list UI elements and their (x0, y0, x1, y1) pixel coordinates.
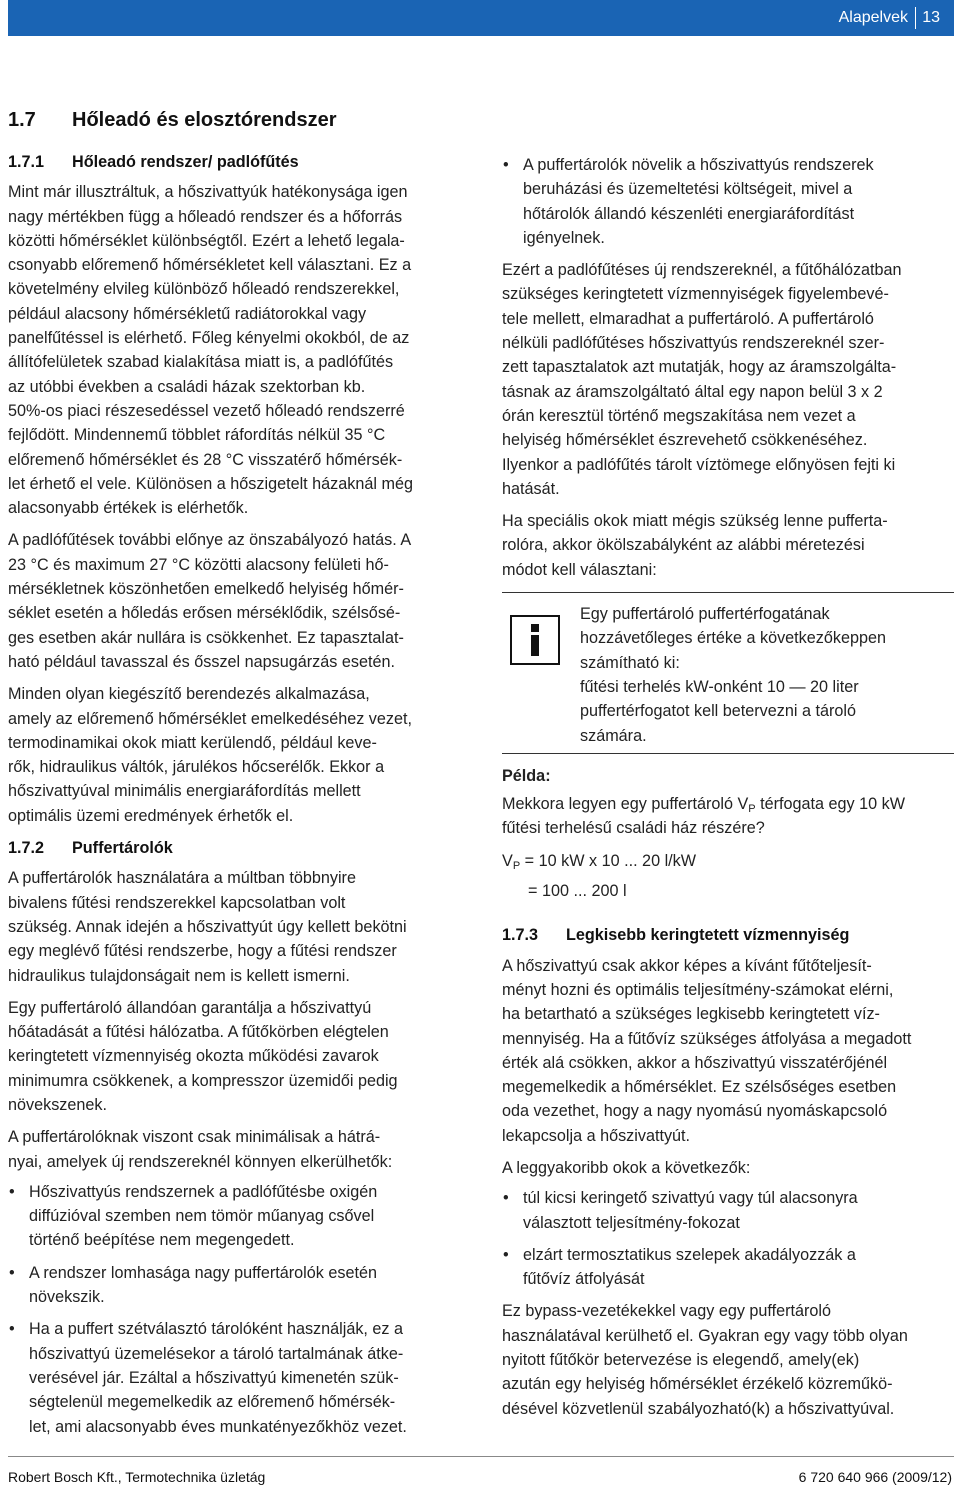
text-line: ható például tavasszal és ősszel napsugárzás esetén. (8, 652, 395, 671)
text-line: számítható ki: (580, 653, 680, 672)
info-icon (510, 615, 560, 665)
text-line: hatását. (502, 479, 560, 498)
list-item (502, 1186, 954, 1235)
text-line: előremenő hőmérséklet és 28 °C visszatérő hőmérsék- (8, 450, 403, 469)
text-line: közötti hőmérséklet különbségtől. Ezért a lehető legala- (8, 231, 405, 250)
text-line: történő beépítése nem megengedett. (29, 1231, 295, 1250)
text-line: nyai, amelyek új rendszereknél könnyen elkerülhetők: (8, 1152, 393, 1171)
text-line: megemelkedik a hőmérséklet. Ez szélsőséges esetben (502, 1078, 897, 1097)
paragraph (502, 1156, 954, 1180)
formula-result: = 100 ... 200 l (528, 882, 627, 901)
text-line: fejlődött. Mindennemű többlet ráfordítás nélkül 35 °C (8, 426, 386, 445)
text-line: szükséges keringtetett vízmennyiségek figyelembevé- (502, 285, 889, 304)
left-column (8, 150, 470, 1447)
list-item (502, 1243, 954, 1292)
text-line: A leggyakoribb okok a következők: (502, 1158, 751, 1177)
chapter-heading (8, 109, 337, 132)
text-line: mérsékletnek köszönhetően emelkedő helyiség hőmér- (8, 580, 404, 599)
text-line: Egy puffertároló puffertérfogatának (580, 605, 830, 624)
text-line: azután egy helyiség hőmérséklet érzékelő közreműkö- (502, 1375, 893, 1394)
paragraph (8, 1125, 470, 1174)
text-line: nyitott fűtőkör betervezése is elegendő, amely(ek) (502, 1351, 860, 1370)
text-line: egy meglévő fűtési rendszerbe, hogy a fűtési rendszer (8, 942, 397, 961)
info-icon-dot (531, 624, 539, 632)
text-line: Ezért a padlófűtéses új rendszereknél, a fűtőhálózatban (502, 261, 902, 280)
text-line: hidraulikus tulajdonságait nem is kellett ismerni. (8, 966, 350, 985)
text-line: mennyiség. Ha a fűtővíz szükséges átfolyása a megadott (502, 1029, 912, 1048)
text-line: let, ami alacsonyabb éves munkatényezőkhöz vezet. (29, 1417, 407, 1436)
text-line: nagy mértékben függ a hőleadó rendszer és a hőforrás (8, 207, 403, 226)
text-line: fűtési terhelés kW-onként 10 — 20 liter (580, 677, 859, 696)
text-line: számára. (580, 726, 647, 745)
text-line: választott teljesítmény-fokozat (523, 1213, 740, 1232)
text-line: oda vezethet, hogy a nagy nyomású nyomáskapcsoló (502, 1102, 888, 1121)
formula-var: V (502, 851, 513, 870)
section-heading-1-7-2 (8, 836, 470, 860)
list-item (8, 1261, 470, 1310)
text-line: rők, hidraulikus váltók, járulékos hőcserélők. Ekkor a (8, 758, 385, 777)
info-icon-bar (531, 635, 539, 656)
text-line: panelfűtéssel is elérhető. Főleg kényelmi okokból, de az (8, 329, 410, 348)
example-question (502, 792, 954, 841)
paragraph (8, 866, 470, 987)
text-line: let érhető el vele. Különösen a hőszigetelt házaknál még (8, 474, 413, 493)
text-line: rolóra, akkor ökölszabályként az alábbi méretezési (502, 536, 865, 555)
paragraph (502, 258, 954, 501)
section-title: Legkisebb keringtetett vízmennyiség (566, 926, 850, 945)
text-line: fűtési terhelésű családi ház részére? (502, 819, 765, 838)
subscript: P (748, 803, 756, 816)
header-bar (8, 0, 954, 36)
text-line: hőszivattyúval minimális energiaráfordítás mellett (8, 782, 361, 801)
text-line: termodinamikai okok miatt kerülendő, például keve- (8, 733, 377, 752)
text-line: helyiség hőmérséklet észrevehető csökkenéséhez. (502, 431, 868, 450)
text-line: Mint már illusztráltuk, a hőszivattyúk hatékonysága igen (8, 183, 408, 202)
paragraph (8, 996, 470, 1117)
text-line: hozzávetőleges értéke a következőkeppen (580, 629, 886, 648)
text-line: elzárt termosztatikus szelepek akadályozzák a (523, 1245, 856, 1264)
text-line: ményt hozni és optimális teljesítmény-számokat elérni, (502, 980, 894, 999)
section-number: 1.7.3 (502, 926, 539, 945)
chapter-title: Hőleadó és elosztórendszer (72, 109, 337, 131)
text-line: Egy puffertároló állandóan garantálja a hőszivattyú (8, 998, 372, 1017)
text-line: Hőszivattyús rendszernek a padlófűtésbe oxigén (29, 1182, 378, 1201)
text-line: ha betartható a szükséges legkisebb keringtetett víz- (502, 1005, 880, 1024)
text-line: állítófelületek szabad kialakítása miatt is, a padlófűtés (8, 353, 394, 372)
footer-rule (8, 1456, 954, 1457)
text-line: lekapcsolja a hőszivattyút. (502, 1126, 691, 1145)
text-fragment: Mekkora legyen egy puffertároló V (502, 795, 749, 814)
text-line: hőtárolók állandó készenléti energiaráfordítást (523, 204, 855, 223)
text-line (502, 795, 905, 816)
text-line: csonyabb előremenő hőmérsékletet kell választani. Ez a (8, 256, 412, 275)
formula-line (502, 849, 954, 873)
text-line: optimális üzemi eredmények érhetők el. (8, 806, 294, 825)
list-item (8, 1317, 470, 1438)
text-line: désével közvetlenül szabályozható(k) a hőszivattyúval. (502, 1399, 895, 1418)
header-section-title: Alapelvek (838, 9, 908, 26)
text-line: órán keresztül történő megszakítása nem vezet a (502, 406, 856, 425)
paragraph (502, 1299, 954, 1420)
footer-company: Robert Bosch Kft., Termotechnika üzletág (8, 1469, 266, 1485)
section-heading-1-7-3 (502, 923, 954, 947)
text-line: alacsonyabb értékek is elérhetők. (8, 499, 249, 518)
text-line: nélküli padlófűtéses hőszivattyús rendszereknél szer- (502, 334, 885, 353)
example-label: Példa: (502, 766, 551, 785)
text-line: túl kicsi keringető szivattyú vagy túl alacsonyra (523, 1189, 858, 1208)
chapter-number: 1.7 (8, 109, 36, 131)
text-line: Ez bypass-vezetékekkel vagy egy puffertároló (502, 1302, 832, 1321)
text-line: diffúzióval szemben nem tömör műanyag csővel (29, 1207, 375, 1226)
text-fragment: térfogata egy 10 kW (755, 795, 905, 814)
text-line: ségtelenül megemelkedik az előremenő hőmérsék- (29, 1393, 396, 1412)
bullet-list (502, 1186, 954, 1291)
text-line: A puffertárolók növelik a hőszivattyús rendszerek (523, 156, 874, 174)
text-line: növekszenek. (8, 1095, 107, 1114)
text-line: ges esetben akár nullára is csökkenhet. Ez tapasztalat- (8, 628, 404, 647)
section-number: 1.7.1 (8, 153, 45, 171)
paragraph (8, 682, 470, 828)
footer-doc-number: 6 720 640 966 (2009/12) (798, 1469, 952, 1485)
formula-text: = 10 kW x 10 ... 20 l/kW (520, 851, 697, 870)
text-line: amely az előremenő hőmérséklet emelkedéséhez vezet, (8, 709, 412, 728)
text-line: módot kell választani: (502, 560, 657, 579)
info-box (502, 592, 954, 754)
list-item (8, 1180, 470, 1253)
info-text (580, 602, 954, 748)
section-title: Hőleadó rendszer/ padlófűtés (72, 153, 299, 171)
text-line: A padlófűtések további előnye az önszabályozó hatás. A (8, 531, 412, 550)
paragraph (8, 180, 470, 520)
bullet-list (502, 153, 954, 250)
text-line: tásnak az áramszolgáltató által egy napon belül 3 x 2 (502, 382, 883, 401)
text-line: Ha a puffert szétválasztó tárolóként használják, ez a (29, 1320, 404, 1339)
subscript: P (512, 859, 521, 872)
text-line: puffertérfogatot kell betervezni a tároló (580, 702, 856, 721)
text-line: hőszivattyú üzemelésekor a tároló tartalmának átke- (29, 1344, 404, 1363)
text-line: séklet esetén a hőledás erősen mérséklődik, szélsősé- (8, 604, 401, 623)
text-line: például alacsony hőmérsékletű radiátorokkal vagy (8, 304, 367, 323)
text-line: követelmény elvileg különböző hőleadó rendszerekkel, (8, 280, 400, 299)
text-line: használatával kerülhető el. Gyakran egy vagy több olyan (502, 1326, 908, 1345)
section-number: 1.7.2 (8, 839, 45, 858)
paragraph (502, 509, 954, 582)
text-line: A puffertárolók használatára a múltban többnyire (8, 869, 356, 888)
text-line: hőátadását a fűtési hálózatba. A fűtőkörben elégtelen (8, 1023, 389, 1042)
text-line: verésével jár. Ezáltal a hőszivattyú kimenetén szük- (29, 1368, 399, 1387)
section-heading-1-7-1 (8, 150, 470, 174)
text-line: az utóbbi években a családi házak szektorban kb. (8, 377, 366, 396)
text-line: zett tapasztalatok azt mutatják, hogy az áramszolgálta- (502, 358, 897, 377)
text-line: bivalens fűtési rendszerekkel kapcsolatban volt (8, 893, 346, 912)
text-line: szükség. Annak idején a hőszivattyút úgy kellett bekötni (8, 917, 407, 936)
text-line: A hőszivattyú csak akkor képes a kívánt fűtőteljesít- (502, 956, 872, 975)
text-line: minimumra csökkenek, a kompresszor üzemidői pedig (8, 1071, 398, 1090)
text-line: 50%-os piaci részesedéssel vezető hőleadó rendszerré (8, 401, 405, 420)
section-title: Puffertárolók (72, 839, 173, 858)
text-line: növekszik. (29, 1288, 105, 1307)
header-separator (915, 7, 916, 29)
text-line: beruházási és üzemeltetési költségeit, mivel a (523, 180, 853, 199)
text-line: A puffertárolóknak viszont csak minimálisak a hátrá- (8, 1128, 381, 1147)
paragraph (502, 954, 954, 1148)
list-item (502, 153, 954, 250)
text-line: tele mellett, elmaradhat a puffertároló. A puffertároló (502, 309, 874, 328)
text-line: 23 °C és maximum 27 °C közötti alacsony felületi hő- (8, 555, 389, 574)
paragraph (8, 528, 470, 674)
text-line: Ilyenkor a padlófűtés tárolt víztömege előnyösen fejti ki (502, 455, 896, 474)
text-line: fűtővíz átfolyását (523, 1270, 645, 1289)
text-line: igényelnek. (523, 228, 605, 247)
text-line: érték alá csökken, akkor a hőszivattyú visszatérőjénél (502, 1053, 888, 1072)
bullet-list (8, 1180, 470, 1439)
text-line: Minden olyan kiegészítő berendezés alkalmazása, (8, 685, 370, 704)
text-line: Ha speciális okok miatt mégis szükség lenne pufferta- (502, 512, 888, 531)
text-line: A rendszer lomhasága nagy puffertárolók esetén (29, 1263, 377, 1282)
text-line: keringtetett vízmennyiség okozta működési zavarok (8, 1047, 379, 1066)
page-number: 13 (922, 9, 940, 26)
right-column (502, 153, 954, 1429)
